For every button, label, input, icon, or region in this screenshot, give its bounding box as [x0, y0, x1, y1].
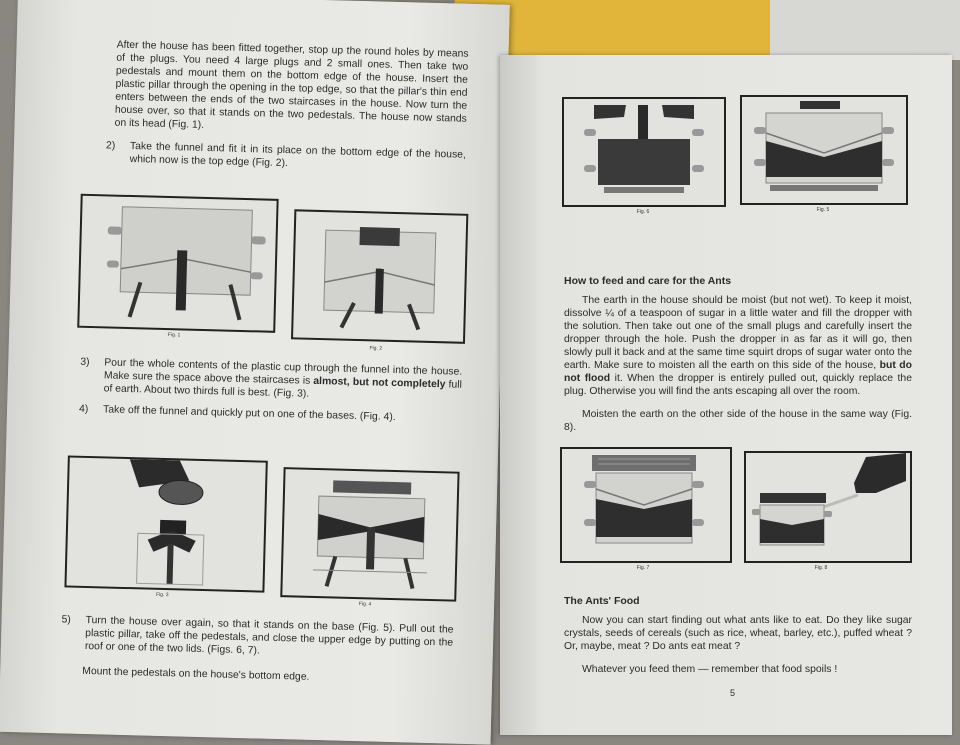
figure-4-caption: Fig. 4	[358, 601, 372, 608]
food-paragraph-1: Now you can start finding out what ants like to eat. Do they like sugar crystals, seeds of cereals (such as rice, wheat, barley, etc.), puffed wheat ? Or, maybe, meat ? Do ants eat meat ?	[564, 615, 912, 652]
step-number: 3)	[80, 356, 90, 368]
care-heading: How to feed and care for the Ants	[564, 275, 732, 287]
figure-7-caption: Fig. 7	[636, 565, 650, 571]
final-paragraph: Mount the pedestals on the house's bottom edge.	[82, 665, 310, 683]
page-number: 5	[730, 688, 736, 698]
figure-5-caption: Fig. 5	[816, 207, 830, 213]
figure-2-photo	[291, 209, 468, 344]
step-4	[79, 403, 461, 426]
figure-1-caption: Fig. 1	[167, 332, 181, 339]
figure-8-caption: Fig. 8	[814, 565, 828, 571]
step-text: Pour the whole contents of the plastic cup through the funnel into the house. Make sure the space above the staircases is almost, but not completely full of earth. About two thirds full is best. (Fig. 3).	[103, 357, 463, 400]
step-3	[79, 356, 462, 405]
figure-8-photo	[744, 451, 912, 563]
figure-3-caption: Fig. 3	[155, 591, 169, 599]
step-5	[61, 613, 454, 662]
care-paragraph-1: The earth in the house should be moist (but not wet). To keep it moist, dissolve ¼ of a teaspoon of sugar in a little water and fill the dropper with the solution. Then take out one of the small plugs and carefully insert the dropper through the hole. Push the dropper in as far as it will go, then slowly pull it back and at the same time squirt drops of sugar water onto the earth. Make sure to moisten all the earth on this side of the house, but do not flood it. When the dropper is entirely pulled out, quickly replace the plug. Otherwise you will find the ants escaping all over the room.	[564, 295, 912, 397]
step-text: Turn the house over again, so that it stands on the base (Fig. 5). Pull out the plastic pillar, take off the pedestals, and close the upper edge by putting on the roof or one of the two lids. (Figs. 6, 7).	[84, 614, 454, 657]
care-paragraph-2: Moisten the earth on the other side of the house in the same way (Fig. 8).	[564, 409, 912, 433]
background-object	[770, 0, 960, 60]
figure-1-photo	[77, 194, 278, 333]
figure-6-caption: Fig. 6	[636, 209, 650, 215]
intro-paragraph: After the house has been fitted together, stop up the round holes by means of the plugs. You need 4 large plugs and 2 small ones. Then take two pedestals and mount them on the bottom edge of the house. Insert the plastic pillar through the opening in the top edge, so that the pillar's thin end enters between the ends of the two staircases in the house. Now turn the house over, so that it stands on the two pedestals. The house now stands on its head (Fig. 1).	[114, 39, 469, 131]
figure-4-photo	[280, 467, 459, 602]
figure-2-caption: Fig. 2	[369, 345, 383, 352]
step-number: 2)	[105, 140, 116, 152]
step-text: Take off the funnel and quickly put on one of the bases. (Fig. 4).	[102, 404, 396, 424]
step-2	[105, 139, 466, 174]
food-heading: The Ants' Food	[564, 595, 640, 607]
figure-6-photo	[562, 97, 726, 207]
step-text: Take the funnel and fit it in its place on the bottom edge of the house, which now is the top edge (Fig. 2).	[129, 140, 467, 170]
right-page	[500, 55, 952, 735]
food-paragraph-2: Whatever you feed them — remember that food spoils !	[582, 664, 838, 675]
step-number: 4)	[78, 403, 89, 415]
figure-7-photo	[560, 447, 732, 563]
figure-5-photo	[740, 95, 908, 205]
step-number: 5)	[61, 614, 71, 626]
figure-3-photo	[64, 455, 267, 592]
